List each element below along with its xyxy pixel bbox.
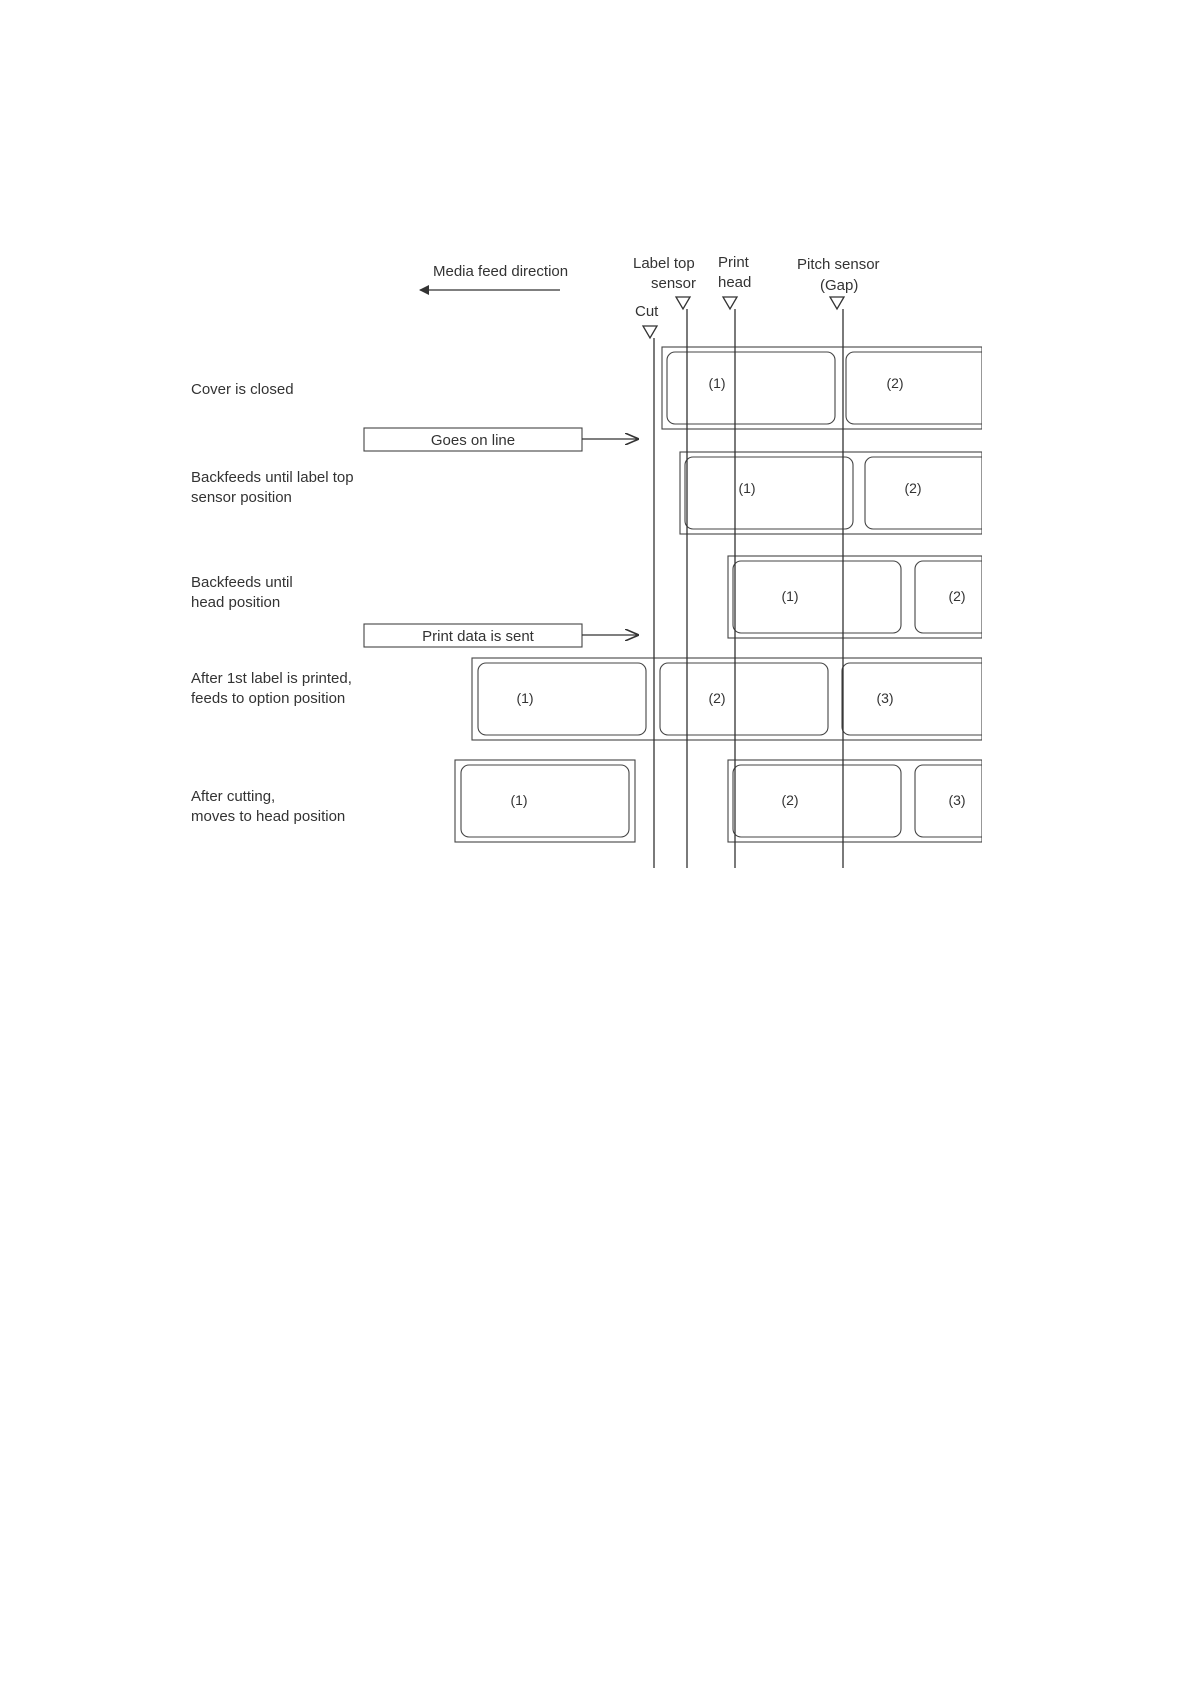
row-5-label-2-number: (2) bbox=[781, 792, 799, 808]
row-2-label-1-number: (1) bbox=[738, 480, 756, 496]
label-top-sensor-marker-icon bbox=[676, 297, 690, 309]
step-3-label-line2: head position bbox=[191, 594, 281, 611]
cut-position-label: Cut bbox=[635, 303, 659, 320]
row-4-label-1-number: (1) bbox=[516, 690, 534, 706]
pitch-sensor-label-line1: Pitch sensor bbox=[797, 256, 880, 273]
media-feed-direction-label: Media feed direction bbox=[433, 263, 569, 280]
row-2-label-2-number: (2) bbox=[904, 480, 922, 496]
row-4-media-strip bbox=[472, 658, 1010, 740]
pitch-sensor-label-line2: (Gap) bbox=[820, 277, 859, 294]
step-2-label-line1: Backfeeds until label top bbox=[191, 469, 354, 486]
row-5-label-1-number: (1) bbox=[510, 792, 528, 808]
row-5-cut-backing bbox=[455, 760, 635, 842]
row-4-label-3-number: (3) bbox=[876, 690, 894, 706]
row-5-backing bbox=[728, 760, 982, 842]
step-1-label: Cover is closed bbox=[191, 381, 294, 398]
row-1-label-1-number: (1) bbox=[708, 375, 726, 391]
right-clip-mask bbox=[982, 330, 1191, 870]
row-4-backing bbox=[472, 658, 982, 740]
row-1-media-strip bbox=[662, 347, 1006, 429]
cut-marker-icon bbox=[643, 326, 657, 338]
step-4-label-line1: After 1st label is printed, bbox=[191, 670, 352, 687]
step-4-label-line2: feeds to option position bbox=[191, 690, 346, 707]
step-3-label-line1: Backfeeds until bbox=[191, 574, 293, 591]
row-3-backing bbox=[728, 556, 982, 638]
row-4-label-2-number: (2) bbox=[708, 690, 726, 706]
step-2-label-line2: sensor position bbox=[191, 489, 292, 506]
row-2-backing bbox=[680, 452, 982, 534]
row-2-media-strip bbox=[680, 452, 1025, 534]
label-top-sensor-label-line2: sensor bbox=[651, 275, 697, 292]
label-top-sensor-label-line1: Label top bbox=[633, 255, 695, 272]
step-5-label-line1: After cutting, bbox=[191, 788, 276, 805]
print-head-marker-icon bbox=[723, 297, 737, 309]
row-1-label-2-number: (2) bbox=[886, 375, 904, 391]
row-5-cut-label bbox=[455, 760, 635, 842]
row-3-label-2-number: (2) bbox=[948, 588, 966, 604]
print-data-sent-text: Print data is sent bbox=[422, 628, 534, 645]
print-head-label-line1: Print bbox=[718, 254, 749, 271]
step-5-label-line2: moves to head position bbox=[191, 808, 346, 825]
print-head-label-line2: head bbox=[718, 274, 752, 291]
row-5-label-3-number: (3) bbox=[948, 792, 966, 808]
row-3-label-1-number: (1) bbox=[781, 588, 799, 604]
pitch-sensor-marker-icon bbox=[830, 297, 844, 309]
goes-on-line-text: Goes on line bbox=[430, 432, 516, 449]
